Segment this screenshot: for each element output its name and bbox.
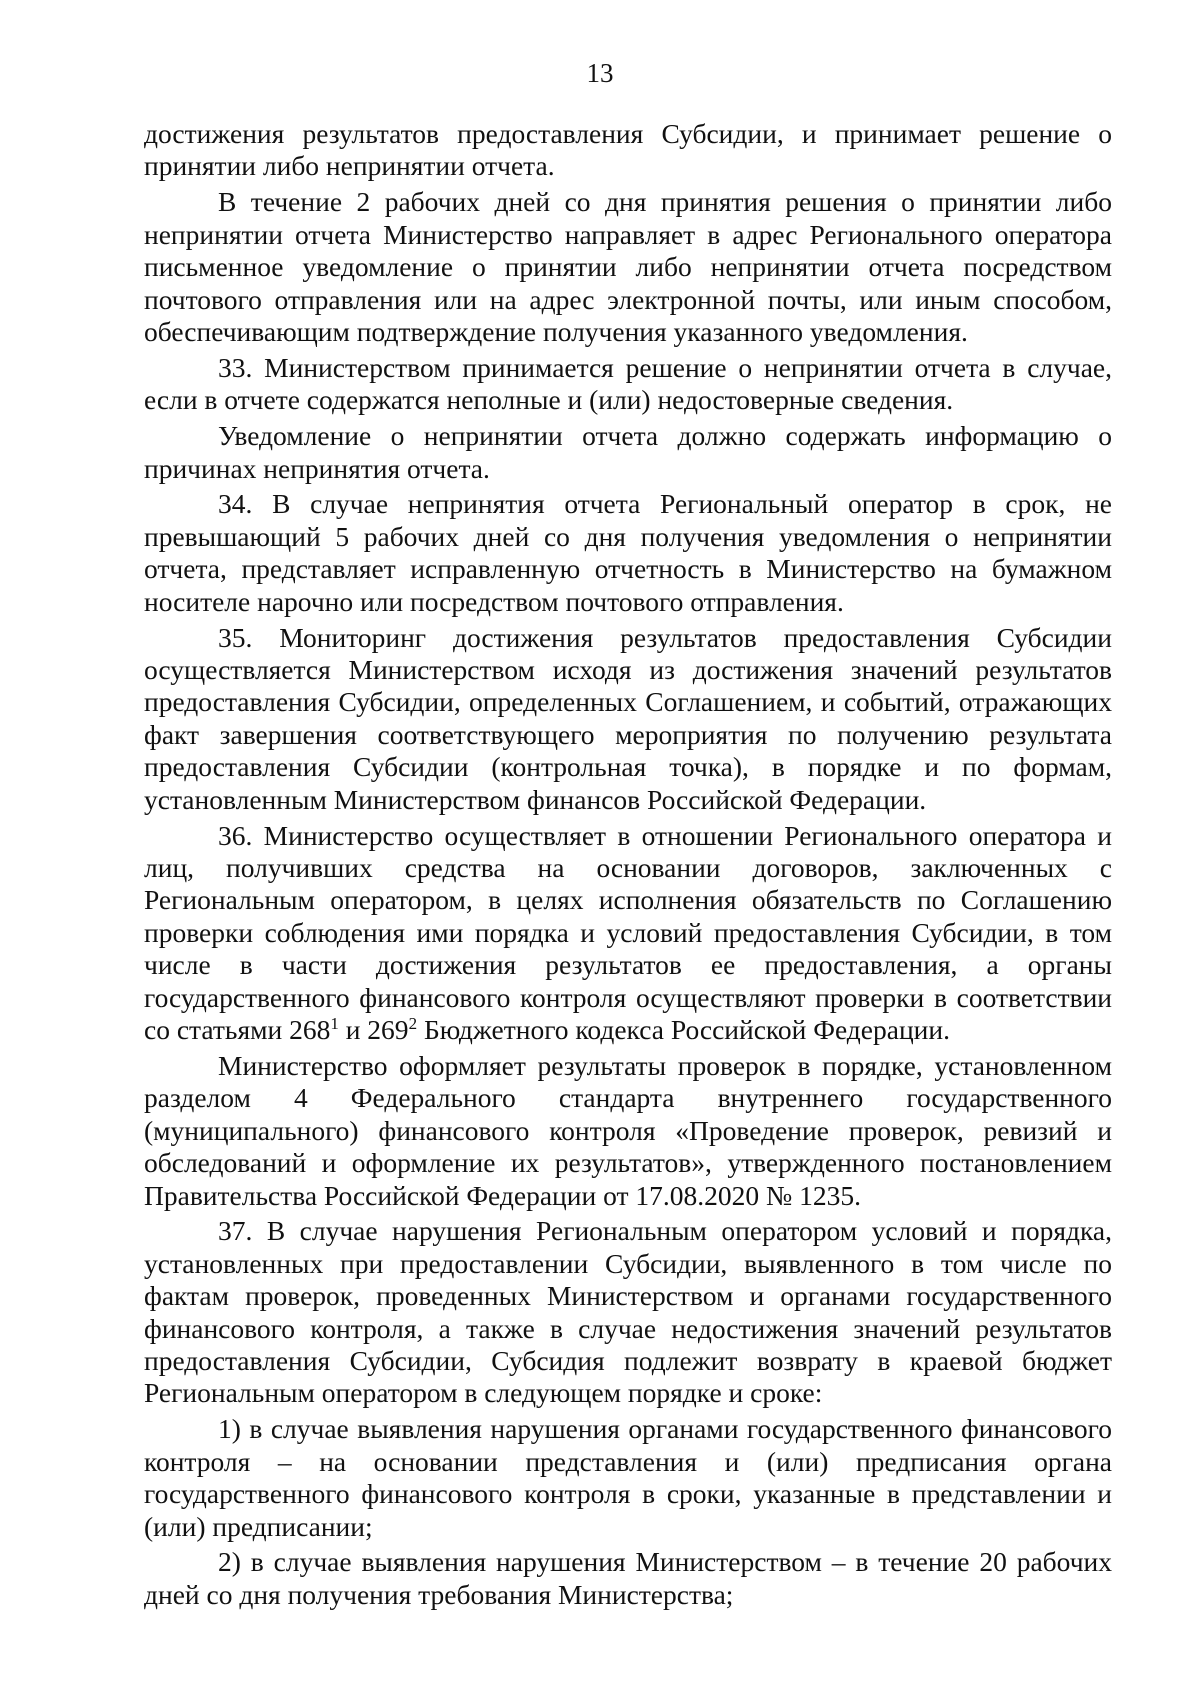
paragraph-37-item-2: 2) в случае выявления нарушения Министерством – в течение 20 рабочих дней со дня получения требования Министерства; [144,1546,1112,1610]
paragraph-34: 34. В случае непринятия отчета Региональный оператор в срок, не превышающий 5 рабочих дней со дня получения уведомления о непринятии отчета, представляет исправленную отчетность в Министерство на бумажном носителе нарочно или посредством почтового отправления. [144,488,1112,617]
superscript-269: 2 [408,1013,418,1033]
paragraph-36-text-c: Бюджетного кодекса Российской Федерации. [417,1013,950,1045]
superscript-268: 1 [330,1013,339,1033]
document-body [144,118,1112,1615]
paragraph-inspection-results: Министерство оформляет результаты проверок в порядке, установленном разделом 4 Федерального стандарта внутреннего государственного (муниципального) финансового контроля «Проведение проверок, ревизий и обследований и оформление их результатов», утвержденного постановлением Правительства Российской Федерации от 17.08.2020 № 1235. [144,1049,1112,1211]
paragraph-notification-deadline: В течение 2 рабочих дней со дня принятия решения о принятии либо непринятии отчета Министерство направляет в адрес Регионального оператора письменное уведомление о принятии либо непринятии отчета посредством почтового отправления или на адрес электронной почты, или иным способом, обеспечивающим подтверждение получения указанного уведомления. [144,186,1112,347]
paragraph-35: 35. Мониторинг достижения результатов предоставления Субсидии осуществляется Министерством исходя из достижения значений результатов предоставления Субсидии, определенных Соглашением, и событий, отражающих факт завершения соответствующего мероприятия по получению результата предоставления Субсидии (контрольная точка), в порядке и по формам, установленным Министерством финансов Российской Федерации. [144,621,1112,815]
paragraph-37-item-1: 1) в случае выявления нарушения органами государственного финансового контроля – на основании представления и (или) предписания органа государственного финансового контроля в сроки, указанные в представлении и (или) предписании; [144,1413,1112,1542]
paragraph-36-text-a: 36. Министерство осуществляет в отношении Регионального оператора и лиц, получивших средства на основании договоров, заключенных с Региональным оператором, в целях исполнения обязательств по Соглашению проверки соблюдения ими порядка и условий предоставления Субсидии, в том числе в части достижения результатов ее предоставления, а органы государственного финансового контроля осуществляют проверки в соответствии со статьями 268 [144,819,1112,1045]
paragraph-continuation: достижения результатов предоставления Субсидии, и принимает решение о принятии либо непринятии отчета. [144,118,1112,182]
paragraph-37: 37. В случае нарушения Региональным оператором условий и порядка, установленных при предоставлении Субсидии, выявленного в том числе по фактам проверок, проведенных Министерством и органами государственного финансового контроля, а также в случае недостижения значений результатов предоставления Субсидии, Субсидия подлежит возврату в краевой бюджет Региональным оператором в следующем порядке и сроке: [144,1215,1112,1409]
paragraph-36 [144,820,1112,1047]
paragraph-36-text-b: и 269 [338,1013,409,1045]
page-number: 13 [586,58,614,88]
paragraph-notification-content: Уведомление о непринятии отчета должно содержать информацию о причинах непринятия отчета. [144,420,1112,484]
paragraph-33: 33. Министерством принимается решение о непринятии отчета в случае, если в отчете содержатся неполные и (или) недостоверные сведения. [144,351,1112,416]
